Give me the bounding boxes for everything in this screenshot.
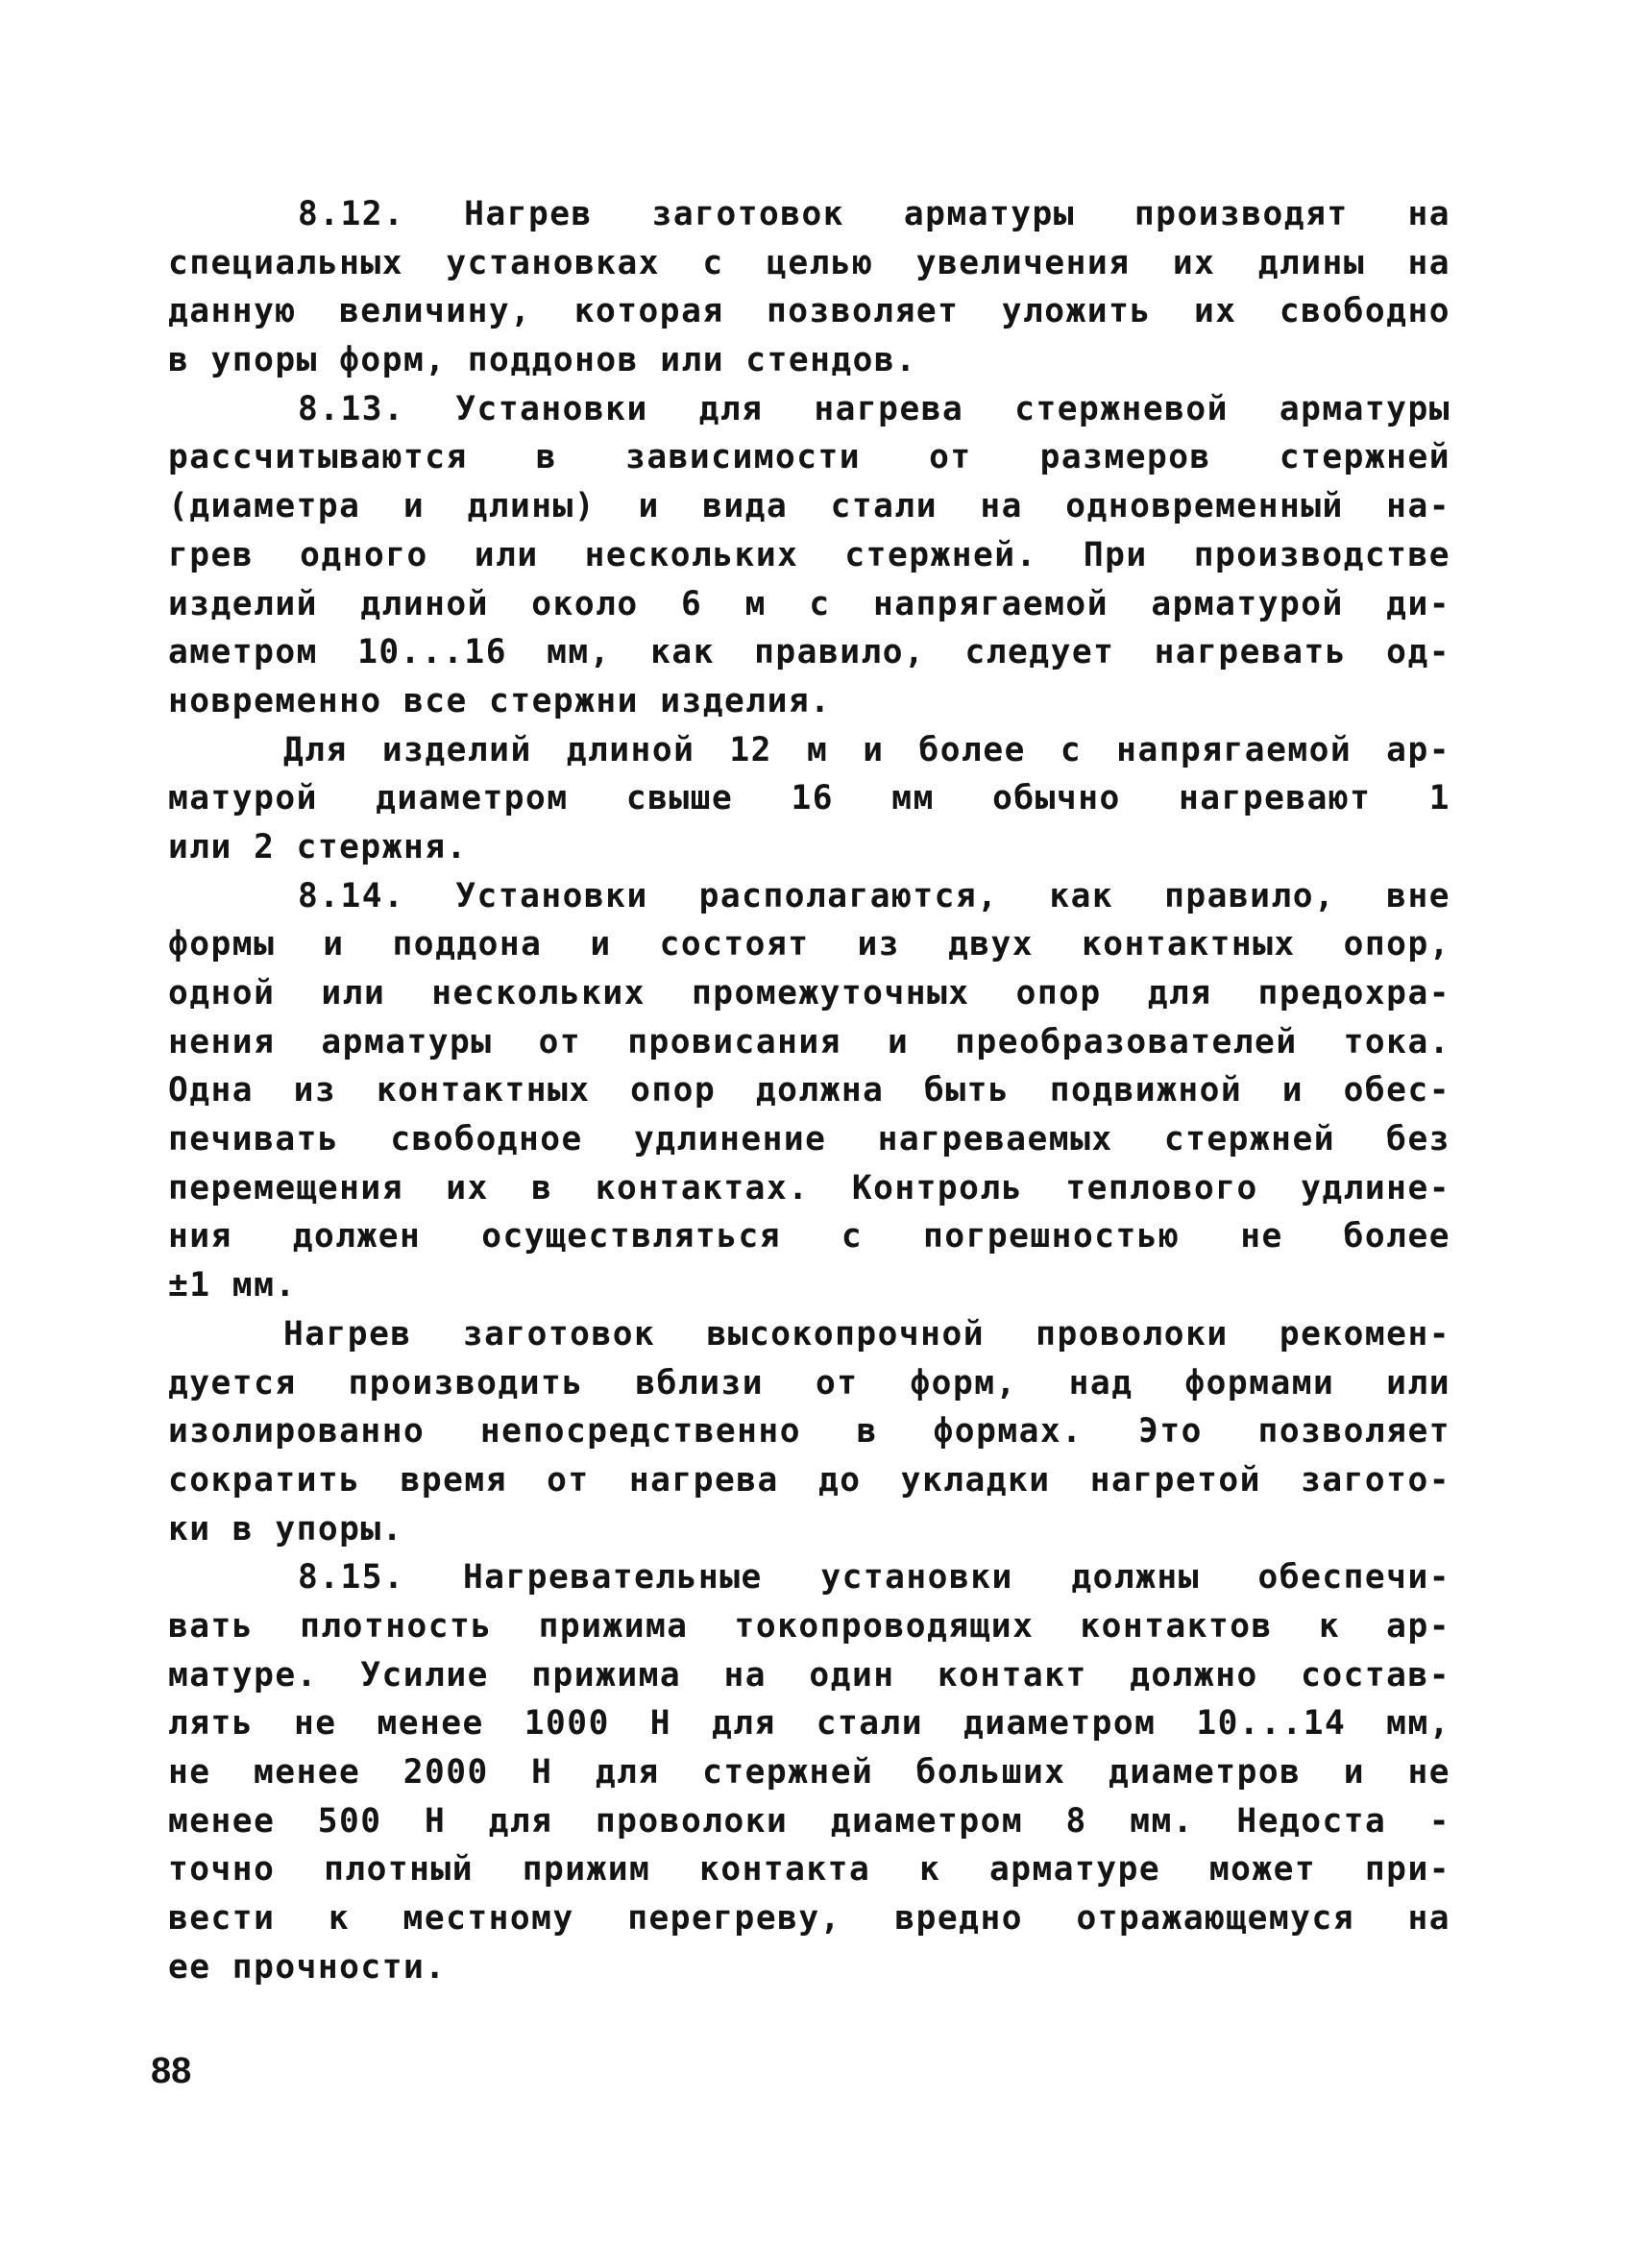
text-line: точно плотный прижим контакта к арматуре может при- xyxy=(168,1850,1450,1890)
text-line: Для изделий длиной 12 м и более с напрягаемой ар- xyxy=(283,730,1450,769)
text-line: новременно все стержни изделия. xyxy=(168,681,832,720)
text-line: 8.13. Установки для нагрева стержневой арматуры xyxy=(298,389,1450,428)
text-line: матуре. Усилие прижима на один контакт должно состав- xyxy=(168,1655,1450,1695)
text-line: одной или нескольких промежуточных опор для предохра- xyxy=(168,974,1450,1012)
text-line: 8.15. Нагревательные установки должны обеспечи- xyxy=(298,1558,1450,1597)
text-line: формы и поддона и состоят из двух контактных опор, xyxy=(168,925,1450,964)
text-line: дуется производить вблизи от форм, над формами или xyxy=(168,1363,1450,1402)
body-text xyxy=(168,190,1450,1991)
text-line: Одна из контактных опор должна быть подвижной и обес- xyxy=(168,1071,1450,1110)
text-line: 8.12. Нагрев заготовок арматуры производят на xyxy=(298,195,1450,233)
text-line: ки в упоры. xyxy=(168,1509,403,1549)
page-number: 88 xyxy=(151,2051,192,2091)
text-line: ее прочности. xyxy=(168,1947,447,1987)
text-line: (диаметра и длины) и вида стали на одновременный на- xyxy=(168,487,1450,526)
text-line: перемещения их в контактах. Контроль теплового удлине- xyxy=(168,1168,1450,1207)
text-line: аметром 10...16 мм, как правило, следует нагревать од- xyxy=(168,633,1450,672)
text-line: не менее 2000 Н для стержней больших диаметров и не xyxy=(168,1753,1450,1792)
text-line: сократить время от нагрева до укладки нагретой загото- xyxy=(168,1460,1450,1500)
text-line: грев одного или нескольких стержней. При производстве xyxy=(168,535,1450,574)
text-line: в упоры форм, поддонов или стендов. xyxy=(168,341,917,380)
text-line: данную величину, которая позволяет уложить их свободно xyxy=(168,292,1450,331)
text-line: изолированно непосредственно в формах. Это позволяет xyxy=(168,1412,1450,1451)
text-line: ния должен осуществляться с погрешностью не более xyxy=(168,1217,1450,1256)
text-line: вести к местному перегреву, вредно отражающемуся на xyxy=(168,1899,1450,1939)
text-line: специальных установках с целью увеличения их длины на xyxy=(168,243,1450,282)
text-line: Нагрев заготовок высокопрочной проволоки рекомен- xyxy=(283,1314,1450,1353)
text-line: нения арматуры от провисания и преобразователей тока. xyxy=(168,1022,1450,1061)
text-line: 8.14. Установки располагаются, как правило, вне xyxy=(298,876,1450,915)
text-line: лять не менее 1000 Н для стали диаметром 10...14 мм, xyxy=(168,1704,1450,1744)
text-line: печивать свободное удлинение нагреваемых стержней без xyxy=(168,1120,1450,1159)
text-line: менее 500 Н для проволоки диаметром 8 мм. Недоста - xyxy=(168,1801,1450,1841)
text-line: рассчитываются в зависимости от размеров стержней xyxy=(168,438,1450,477)
text-line: ±1 мм. xyxy=(168,1266,297,1305)
text-line: вать плотность прижима токопроводящих контактов к ар- xyxy=(168,1606,1450,1646)
text-line: или 2 стержня. xyxy=(168,827,468,866)
text-line: матурой диаметром свыше 16 мм обычно нагревают 1 xyxy=(168,779,1450,818)
text-line: изделий длиной около 6 м с напрягаемой арматурой ди- xyxy=(168,584,1450,623)
